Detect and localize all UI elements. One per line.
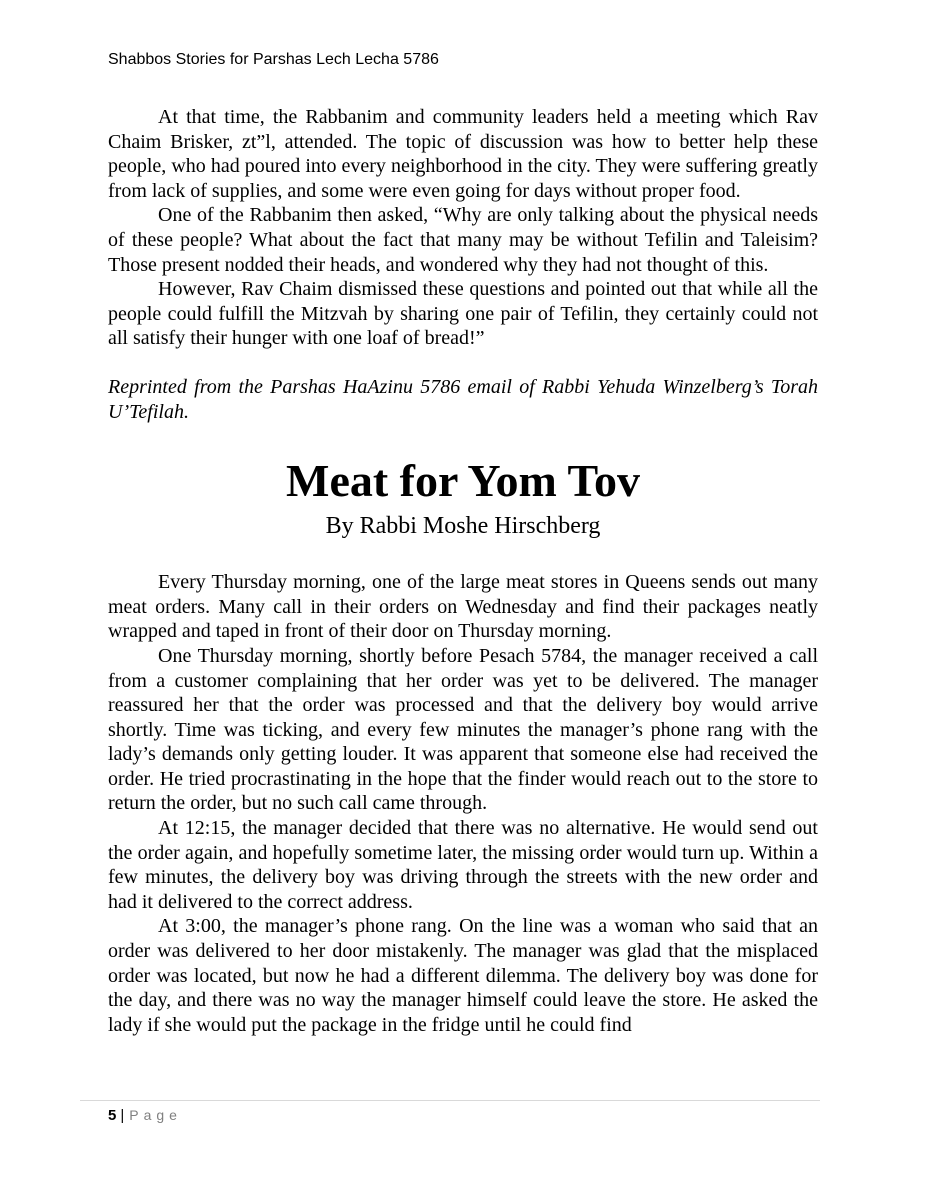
story1-paragraph-2: One of the Rabbanim then asked, “Why are only talking about the physical needs of these people? What about the fact that many may be without Tefilin and Taleisim? Those present nodded their heads, and wondered why they had not thought of this.: [108, 204, 818, 276]
story2-paragraph-2: One Thursday morning, shortly before Pesach 5784, the manager received a call from a customer complaining that her order was yet to be delivered. The manager reassured her that the order was processed and that the delivery boy would arrive shortly. Time was ticking, and every few minutes the manager’s phone rang with the lady’s demands only getting louder. It was apparent that someone else had received the order. He tried procrastinating in the hope that the finder would reach out to the store to return the order, but no such call came through.: [108, 644, 818, 815]
footer-divider: [80, 1100, 820, 1101]
story2-paragraph-4: At 3:00, the manager’s phone rang. On the line was a woman who said that an order was delivered to her door mistakenly. The manager was glad that the misplaced order was located, but now he had a different dilemma. The delivery boy was done for the day, and there was no way the manager himself could leave the store. He asked the lady if she would put the package in the fridge until he could find: [108, 915, 818, 1036]
story1-paragraph-1: At that time, the Rabbanim and community leaders held a meeting which Rav Chaim Brisker, zt”l, attended. The topic of discussion was how to better help these people, who had poured into every neighborhood in the city. They were suffering greatly from lack of supplies, and some were even going for days without proper food.: [108, 106, 818, 202]
document-body: [108, 105, 818, 1037]
running-header: [108, 51, 439, 69]
story2-byline: By Rabbi Moshe Hirschberg: [325, 513, 601, 540]
footer-page-indicator: [108, 1107, 182, 1125]
story2-title: Meat for Yom Tov: [286, 455, 640, 507]
running-header-title: Shabbos Stories for Parshas Lech Lecha 5786: [108, 51, 439, 68]
page-word: Page: [129, 1107, 182, 1123]
page-number-separator: |: [120, 1107, 125, 1124]
story2-paragraph-1: Every Thursday morning, one of the large meat stores in Queens sends out many meat orders. Many call in their orders on Wednesday and find their packages neatly wrapped and taped in front of their door on Thursday morning.: [108, 571, 818, 643]
page-number: 5: [108, 1107, 117, 1124]
story1-attribution: Reprinted from the Parshas HaAzinu 5786 email of Rabbi Yehuda Winzelberg’s Torah U’Tefilah.: [108, 375, 818, 423]
story1-paragraph-3: However, Rav Chaim dismissed these questions and pointed out that while all the people could fulfill the Mitzvah by sharing one pair of Tefilin, they certainly could not all satisfy their hunger with one loaf of bread!”: [108, 278, 818, 350]
story2-paragraph-3: At 12:15, the manager decided that there was no alternative. He would send out the order again, and hopefully sometime later, the missing order would turn up. Within a few minutes, the delivery boy was driving through the streets with the new order and had it delivered to the correct address.: [108, 817, 818, 913]
